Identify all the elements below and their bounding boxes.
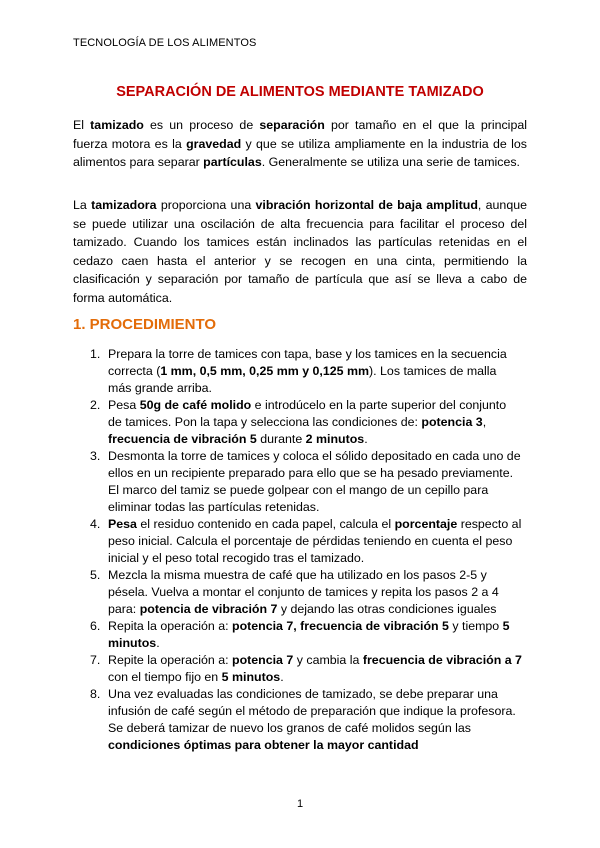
step-text: respecto al peso inicial. Calcula el porcentaje de pérdidas teniendo en cuenta el peso inicial y el peso total recogido tras el tamizado. [108, 517, 522, 565]
document-title: SEPARACIÓN DE ALIMENTOS MEDIANTE TAMIZADO [116, 84, 484, 100]
paragraph-text: proporciona una [156, 198, 256, 212]
page-header: TECNOLOGÍA DE LOS ALIMENTOS [73, 37, 257, 49]
step-number: 6. [90, 619, 101, 633]
step-bold-text: potencia de vibración 7 [139, 602, 278, 616]
step-bold-text: frecuencia de vibración a 7 [362, 653, 522, 667]
paragraph-bold-text: separación [259, 118, 325, 132]
step-bold-text: Pesa [108, 517, 137, 531]
step-text: . [280, 670, 284, 684]
step-text: . [156, 636, 160, 650]
step-bold-text: frecuencia de vibración 5 [108, 432, 257, 446]
step-text: y tiempo [448, 619, 503, 633]
step-text: ). Los tamices de malla más grande arriba. [108, 364, 497, 395]
paragraph-bold-text: tamizadora [91, 198, 157, 212]
step-bold-text: 2 minutos [305, 432, 365, 446]
paragraph-bold-text: gravedad [186, 136, 242, 151]
paragraph-bold-text: tamizado [90, 118, 144, 132]
step-number: 3. [90, 449, 101, 463]
step-bold-text: condiciones óptimas para obtener la mayor cantidad [108, 738, 419, 752]
procedure-step-7 [73, 652, 523, 686]
procedure-step-2 [73, 397, 523, 448]
step-number: 7. [90, 653, 101, 667]
paragraph-bold-text: partículas [203, 155, 262, 169]
paragraph-text: , aunque se puede utilizar una oscilación de alta frecuencia para facilitar el proceso del tamizado. Cuando los tamices están inclinados las partículas retenidas en el cedazo caen hasta el anterior y se recogen en una cinta, permitiendo la clasificación y separación por tamaño de partícula que así se lleva a cabo de forma automática. [73, 198, 527, 305]
step-bold-text: potencia 7 [232, 653, 294, 667]
step-bold-text: 50g de café molido [139, 398, 252, 412]
step-number: 4. [90, 517, 101, 531]
step-number: 5. [90, 568, 101, 582]
step-number: 1. [90, 347, 101, 361]
step-text: con el tiempo fijo en [108, 670, 222, 684]
step-bold-text: potencia 3 [421, 415, 483, 429]
step-bold-text: potencia 7, frecuencia de vibración 5 [232, 619, 449, 633]
step-bold-text: 1 mm, 0,5 mm, 0,25 mm y 0,125 mm [160, 364, 370, 378]
sieve-paragraph [73, 196, 527, 307]
paragraph-text: por tamaño en el que la principal fuerza motora es la [73, 118, 527, 151]
paragraph-text: La [73, 198, 92, 212]
step-text: durante [256, 432, 306, 446]
step-text: , [482, 415, 487, 429]
step-bold-text: 5 minutos [221, 670, 281, 684]
paragraph-text: y que se utiliza ampliamente en la industria de los alimentos para separar [73, 136, 527, 169]
paragraph-bold-text: vibración horizontal de baja amplitud [255, 198, 478, 212]
step-text: . [364, 432, 368, 446]
step-number: 2. [90, 398, 101, 412]
step-text: Desmonta la torre de tamices y coloca el sólido depositado en cada uno de ellos en un recipiente preparado para ello que se ha pesado previamente. El marco del tamiz se puede golpear con el mango de un cepillo para eliminar todas las partículas retenidas. [108, 449, 521, 514]
procedure-step-5 [73, 567, 523, 618]
step-text: Repite la operación a: [108, 653, 232, 667]
intro-paragraph [73, 116, 527, 172]
step-text: Prepara la torre de tamices con tapa, base y los tamices en la secuencia correcta ( [108, 347, 507, 378]
step-text: Repita la operación a: [108, 619, 232, 633]
paragraph-text: es un proceso de [143, 118, 260, 132]
step-text: e introdúcelo en la parte superior del conjunto de tamices. Pon la tapa y selecciona las condiciones de: [108, 398, 507, 429]
page-number: 1 [296, 798, 304, 810]
step-text: Una vez evaluadas las condiciones de tamizado, se debe preparar una infusión de café según el método de preparación que indique la profesora. Se deberá tamizar de nuevo los granos de café molidos según las [108, 687, 516, 735]
step-text: Mezcla la misma muestra de café que ha utilizado en los pasos 2-5 y pésela. Vuelva a montar el conjunto de tamices y repita los pasos 2 a 4 para: [108, 568, 499, 616]
step-text: el residuo contenido en cada papel, calcula el [136, 517, 395, 531]
step-number: 8. [90, 687, 101, 701]
step-text: y cambia la [293, 653, 363, 667]
step-bold-text: porcentaje [394, 517, 458, 531]
section-title-procedimiento: 1. PROCEDIMIENTO [73, 316, 217, 333]
step-bold-text: 5 minutos [108, 619, 510, 650]
procedure-step-4 [73, 516, 523, 567]
paragraph-text: El [73, 118, 91, 132]
procedure-step-1 [73, 346, 523, 397]
procedure-step-3 [73, 448, 523, 516]
paragraph-text: . Generalmente se utiliza una serie de tamices. [261, 155, 520, 169]
step-text: y dejando las otras condiciones iguales [277, 602, 497, 616]
step-text: Pesa [108, 398, 140, 412]
procedure-steps-list [73, 346, 523, 754]
procedure-step-6 [73, 618, 523, 652]
procedure-step-8 [73, 686, 523, 754]
